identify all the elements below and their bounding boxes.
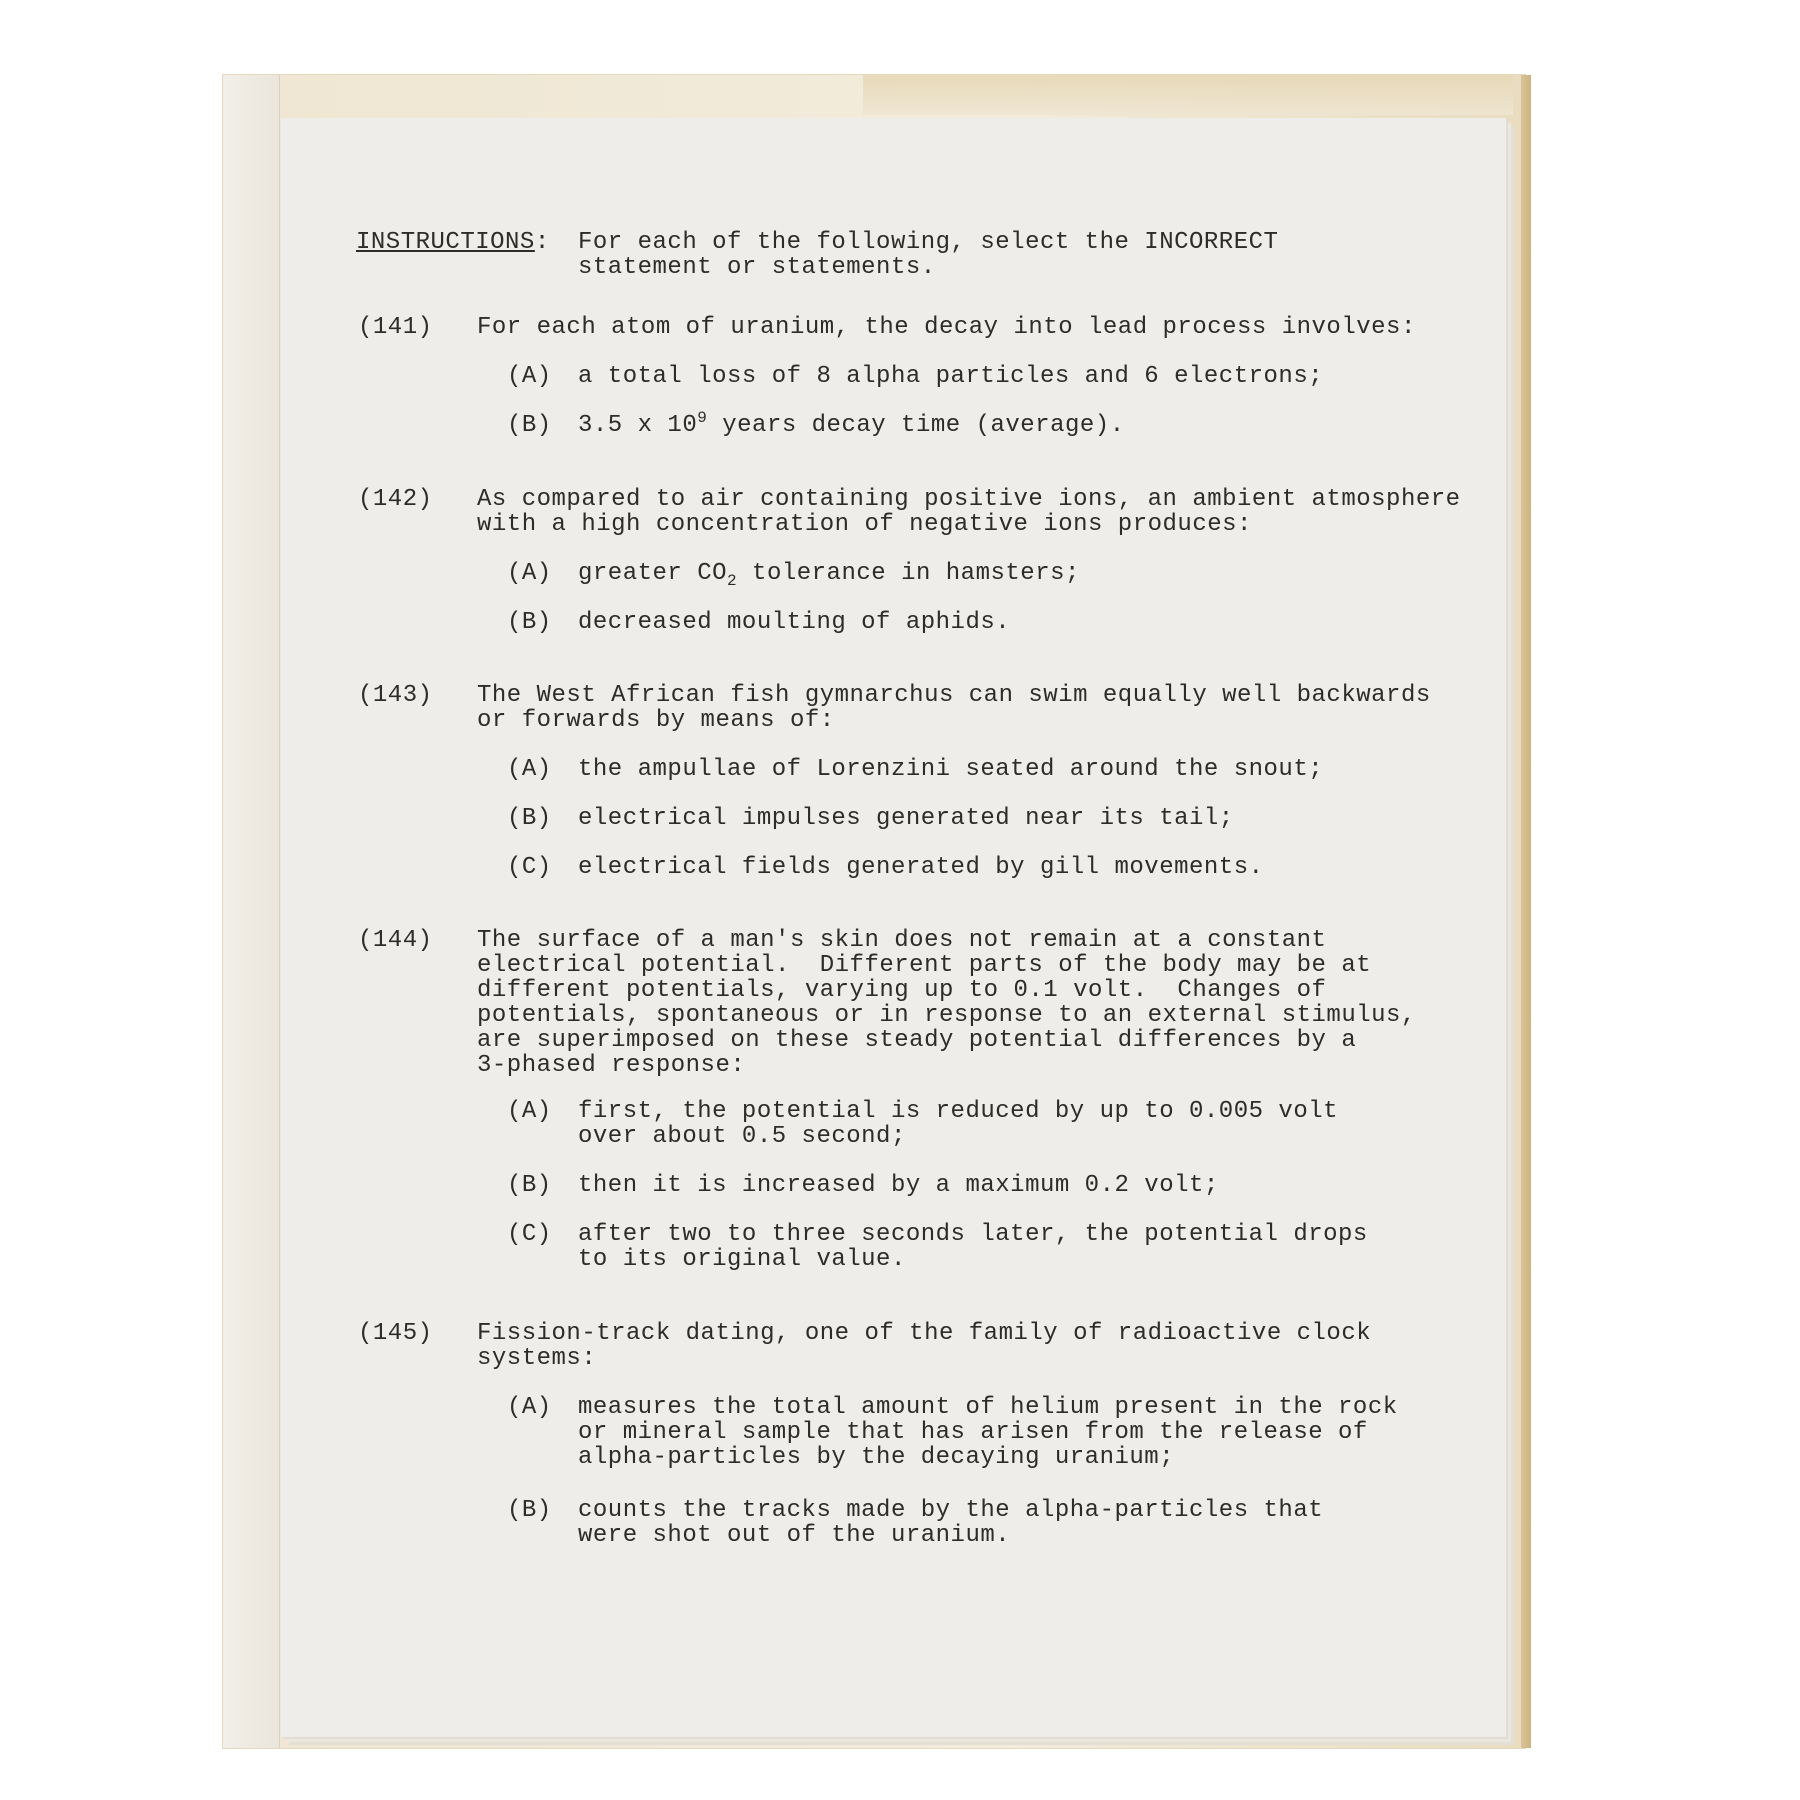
option-text-line: counts the tracks made by the alpha-particles that — [578, 1497, 1324, 1524]
option-text-line: measures the total amount of helium present in the rock — [578, 1394, 1398, 1421]
question-stem-line: Fission-track dating, one of the family of radioactive clock — [477, 1320, 1372, 1347]
option-letter: (B) — [507, 1172, 552, 1199]
question-stem-line: The West African fish gymnarchus can swim equally well backwards — [477, 682, 1431, 709]
question-stem-line: or forwards by means of: — [477, 707, 835, 734]
question-stem-line: As compared to air containing positive ions, an ambient atmosphere — [477, 486, 1461, 513]
option-text-line: electrical impulses generated near its tail; — [578, 805, 1234, 832]
option-text-line: decreased moulting of aphids. — [578, 609, 1011, 636]
question-stem-line: systems: — [477, 1345, 597, 1372]
superscript: 9 — [697, 409, 708, 427]
instructions-text-1: For each of the following, select the INCORRECT — [578, 229, 1279, 256]
option-text-line: over about 0.5 second; — [578, 1123, 906, 1150]
option-text-line — [578, 560, 1080, 590]
option-letter: (C) — [507, 854, 552, 881]
question-number: (143) — [358, 682, 433, 709]
question-stem-line: different potentials, varying up to 0.1 volt. Changes of — [477, 977, 1327, 1004]
option-text-line: or mineral sample that has arisen from the release of — [578, 1419, 1368, 1446]
folder-edge — [1521, 75, 1531, 1748]
option-text-pre: greater CO — [578, 560, 728, 587]
question-stem-line: electrical potential. Different parts of the body may be at — [477, 952, 1372, 979]
option-letter: (B) — [507, 805, 552, 832]
option-text-line: were shot out of the uranium. — [578, 1522, 1011, 1549]
option-letter: (C) — [507, 1221, 552, 1248]
option-text-line: then it is increased by a maximum 0.2 volt; — [578, 1172, 1219, 1199]
instructions-colon: : — [534, 229, 550, 256]
option-letter: (B) — [507, 412, 552, 439]
instructions-text-2: statement or statements. — [578, 254, 936, 281]
option-text-line: to its original value. — [578, 1246, 906, 1273]
question-number: (144) — [358, 927, 433, 954]
question-stem-line: For each atom of uranium, the decay into lead process involves: — [477, 314, 1416, 341]
option-text-post: tolerance in hamsters; — [737, 560, 1080, 587]
typed-page — [281, 118, 1506, 1737]
option-letter: (A) — [507, 1098, 552, 1125]
question-stem-line: with a high concentration of negative ions produces: — [477, 511, 1252, 538]
question-stem-line: The surface of a man's skin does not remain at a constant — [477, 927, 1327, 954]
subscript: 2 — [727, 571, 738, 590]
option-letter: (A) — [507, 363, 552, 390]
option-text-line: after two to three seconds later, the potential drops — [578, 1221, 1368, 1248]
option-text-line: alpha-particles by the decaying uranium; — [578, 1444, 1175, 1471]
instructions-label-line — [356, 230, 550, 255]
question-stem-line: 3-phased response: — [477, 1052, 746, 1079]
question-stem-line: are superimposed on these steady potential differences by a — [477, 1027, 1357, 1054]
option-text-line: the ampullae of Lorenzini seated around the snout; — [578, 756, 1324, 783]
question-number: (141) — [358, 314, 433, 341]
question-number: (145) — [358, 1320, 433, 1347]
option-text-pre: 3.5 x 10 — [578, 412, 698, 439]
option-text-post: years decay time (average). — [707, 412, 1125, 439]
option-text-line: a total loss of 8 alpha particles and 6 electrons; — [578, 363, 1324, 390]
option-letter: (A) — [507, 756, 552, 783]
folder-left-flap — [223, 75, 280, 1748]
option-letter: (A) — [507, 1394, 552, 1421]
option-letter: (A) — [507, 560, 552, 587]
option-text-line: electrical fields generated by gill movements. — [578, 854, 1264, 881]
option-letter: (B) — [507, 1497, 552, 1524]
option-text-line — [578, 409, 1125, 439]
question-number: (142) — [358, 486, 433, 513]
option-text-line: first, the potential is reduced by up to 0.005 volt — [578, 1098, 1339, 1125]
folder-stain — [863, 75, 1513, 115]
option-letter: (B) — [507, 609, 552, 636]
page-content — [281, 118, 1506, 1737]
instructions-label: INSTRUCTIONS — [356, 229, 535, 256]
question-stem-line: potentials, spontaneous or in response to an external stimulus, — [477, 1002, 1416, 1029]
